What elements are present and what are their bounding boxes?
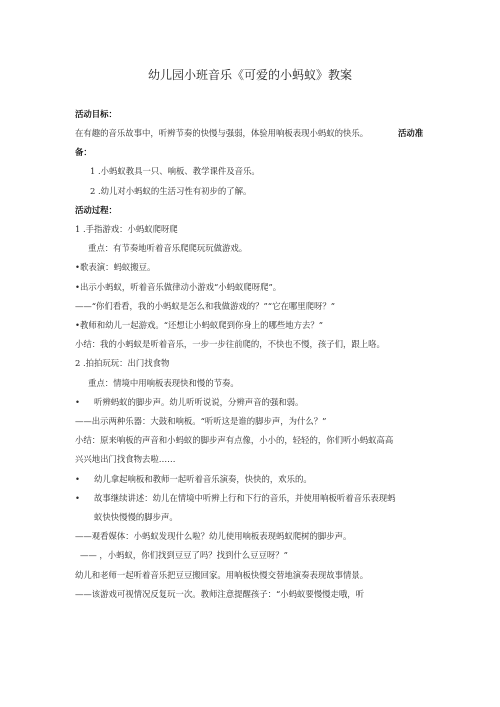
document-title: 幼儿园小班音乐《可爱的小蚂蚁》教案 — [147, 68, 352, 82]
body-line: ——“你们看看，我的小蚂蚁是怎么和我做游戏的？”“它在哪里爬呀？” — [75, 301, 335, 311]
bullet-line: 听辨蚂蚁的脚步声。幼儿听听说说，分辨声音的强和弱。 — [94, 397, 304, 407]
summary-line: 小结：我的小蚂蚁是听着音乐，一步一步往前爬的，不快也不慢，孩子们，跟上咯。 — [75, 339, 385, 349]
focus-line: 重点：情境中用响板表现快和慢的节奏。 — [88, 378, 239, 388]
summary-line: 小结：原来响板的声音和小蚂蚁的脚步声有点像，小小的，轻轻的，你们听小蚂蚁高高 — [75, 435, 394, 445]
bullet-line: 幼儿拿起响板和教师一起听着音乐演奏，快快的，欢乐的。 — [94, 474, 312, 484]
step-heading: 2 .拍拍玩玩：出门找食物 — [75, 358, 170, 368]
goal-text: 在有趣的音乐故事中，听辨节奏的快慢与强弱，体验用响板表现小蚂蚁的快乐。 — [75, 128, 369, 138]
bullet-line: 故事继续讲述：幼儿在情境中听辨上行和下行的音乐，并使用响板听着音乐表现蚂 — [94, 493, 396, 503]
body-line: ——该游戏可视情况反复玩一次。教师注意提醒孩子：“小蚂蚁要慢慢走哦，听 — [75, 589, 365, 599]
prep-heading-part2: 备： — [75, 147, 92, 157]
bullet-mark: • — [75, 474, 80, 484]
body-line: 幼儿和老师一起听着音乐把豆豆搬回家。用响板快慢交替地演奏表现故事情景。 — [75, 570, 369, 580]
step-heading: 1 .手指游戏：小蚂蚁爬呀爬 — [75, 224, 178, 234]
body-line: •教师和幼儿一起游戏。“还想让小蚂蚁爬到你身上的哪些地方去？” — [75, 320, 324, 330]
summary-line-continued: 兴兴地出门找食物去啦…… — [75, 454, 176, 464]
bullet-mark: • — [75, 397, 80, 407]
prep-heading-part1: 活动准 — [398, 128, 424, 138]
bullet-line-continued: 蚁快快慢慢的脚步声。 — [94, 512, 178, 522]
prep-item: 1 .小蚂蚁教具一只、响板、教学课件及音乐。 — [90, 166, 260, 176]
prep-item: 2 .幼儿对小蚂蚁的生活习性有初步的了解。 — [90, 186, 252, 196]
bullet-mark: • — [75, 493, 80, 503]
body-line: ——观看媒体：小蚂蚁发现什么啦？幼儿使用响板表现蚂蚁爬树的脚步声。 — [75, 531, 352, 541]
goal-heading: 活动目标： — [75, 109, 117, 119]
body-line: •出示小蚂蚁，听着音乐做律动小游戏“小蚂蚁爬呀爬”。 — [75, 282, 282, 292]
body-line: —— ，小蚂蚁，你们找到豆豆了吗？找到什么豆豆呀？” — [80, 550, 288, 560]
body-line: ——出示两种乐器：大鼓和响板。“听听这是谁的脚步声，为什么？” — [75, 416, 327, 426]
process-heading: 活动过程： — [75, 205, 117, 215]
focus-line: 重点：有节奏地听着音乐爬爬玩玩做游戏。 — [88, 243, 248, 253]
body-line: •歌表演：蚂蚁搬豆。 — [75, 262, 156, 272]
